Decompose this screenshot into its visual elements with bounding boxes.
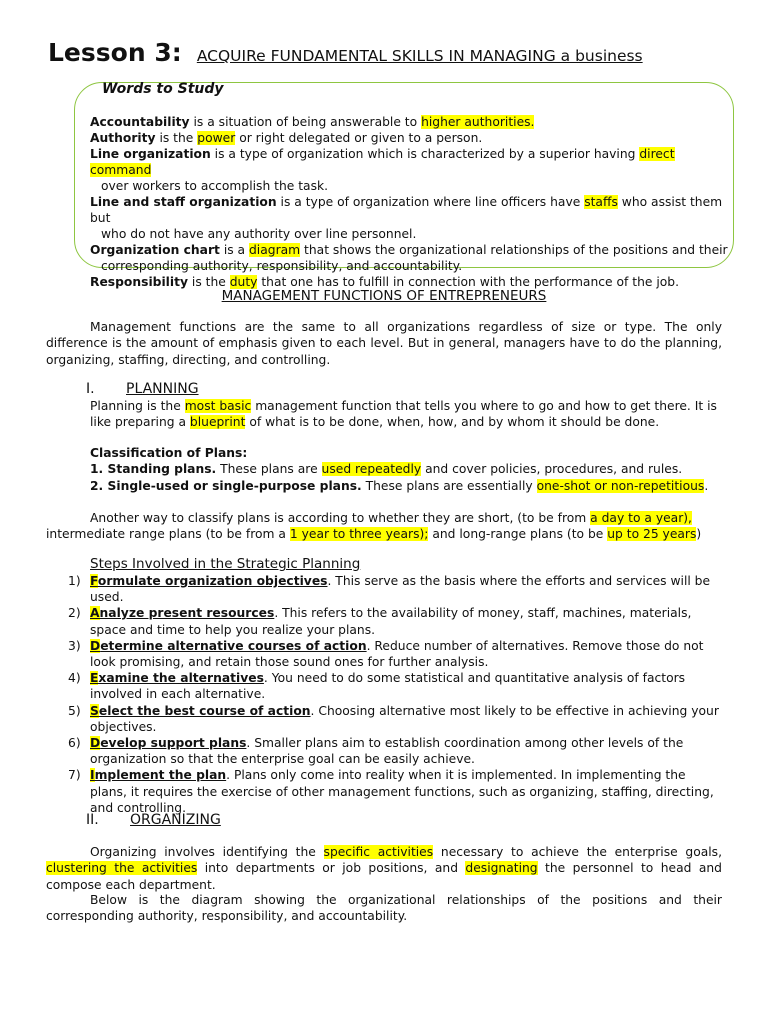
list-item: 2) Analyze present resources. This refers to the availability of money, staff, machines, materials, space and time to help you realize your plans. [68, 606, 692, 637]
definition-continuation: corresponding authority, responsibility, and accountability. [101, 259, 463, 273]
organizing-section-heading [86, 812, 221, 828]
list-item: 1) Formulate organization objectives. This serve as the basis where the efforts and services will be used. [68, 574, 711, 605]
list-item: 3) Determine alternative courses of action. Reduce number of alternatives. Remove those do not look promising, and retain those sound ones for further analysis. [68, 638, 704, 670]
definition-item: Authority is the power or right delegated or given to a person. [90, 131, 483, 145]
lesson-number: Lesson 3: [48, 38, 182, 67]
lesson-subtitle: ACQUIRe FUNDAMENTAL SKILLS IN MANAGING a business [196, 47, 643, 65]
diagram-intro-paragraph: Below is the diagram showing the organizational relationships of the positions and their corresponding authority, responsibility, and accountability. [46, 893, 722, 924]
steps-heading: Steps Involved in the Strategic Planning [90, 556, 361, 572]
definition-item: Accountability is a situation of being answerable to higher authorities. [90, 115, 535, 129]
single-use-plans: 2. Single-used or single-purpose plans. These plans are essentially one-shot or non-repetitious. [90, 479, 709, 493]
definition-continuation: over workers to accomplish the task. [101, 179, 329, 193]
section-label: PLANNING [126, 381, 199, 397]
list-item: 5) Select the best course of action. Choosing alternative most likely to be effective in achieving your objectives. [68, 703, 719, 734]
section-number: I. [86, 381, 95, 397]
list-item: 7) Implement the plan. Plans only come into reality when it is implemented. In implementing the plans, it requires the exercise of other management functions, such as organizing, staffing, directing, and controlling. [68, 768, 714, 815]
definitions-list [90, 114, 730, 290]
standing-plans: 1. Standing plans. These plans are used repeatedly and cover policies, procedures, and rules. [90, 462, 683, 476]
plan-range-paragraph: Another way to classify plans is according to whether they are short, (to be from a day to a year), intermediate range plans (to be from a 1 year to three years); and long-range plans (to be up to 25 years) [46, 511, 702, 542]
planning-section-heading [86, 381, 199, 397]
steps-list [60, 573, 722, 816]
words-to-study-title: Words to Study [102, 81, 224, 97]
definition-item: Line and staff organization is a type of organization where line officers have staffs who assist them but [90, 195, 723, 225]
section-number: II. [86, 812, 99, 828]
list-item: 4) Examine the alternatives. You need to do some statistical and quantitative analysis of factors involved in each alternative. [68, 671, 686, 702]
definition-item: Organization chart is a diagram that shows the organizational relationships of the positions and their [90, 243, 728, 257]
lesson-title [48, 38, 643, 67]
planning-definition: Planning is the most basic management function that tells you where to go and how to get there. It is like preparing a blueprint of what is to be done, when, how, and by whom it should be done. [90, 399, 717, 430]
intro-paragraph: Management functions are the same to all organizations regardless of size or type. The only difference is the amount of emphasis given to each level. But in general, managers have to do the planning, organizing, staffing, directing, and controlling. [46, 320, 722, 367]
management-functions-heading: MANAGEMENT FUNCTIONS OF ENTREPRENEURS [221, 288, 547, 304]
section-label: ORGANIZING [130, 812, 221, 828]
list-item: 6) Develop support plans. Smaller plans aim to establish coordination among other levels of the organization so that the enterprise goal can be easily achieve. [68, 736, 684, 767]
classification-title: Classification of Plans: [90, 446, 248, 460]
definition-continuation: who do not have any authority over line personnel. [101, 227, 417, 241]
organizing-paragraph: Organizing involves identifying the specific activities necessary to achieve the enterprise goals, clustering the activities into departments or job positions, and designating the personnel to head and compose each department. [46, 845, 722, 892]
definition-item: Responsibility is the duty that one has to fulfill in connection with the performance of the job. [90, 275, 679, 289]
definition-item: Line organization is a type of organization which is characterized by a superior having direct command [90, 147, 675, 177]
